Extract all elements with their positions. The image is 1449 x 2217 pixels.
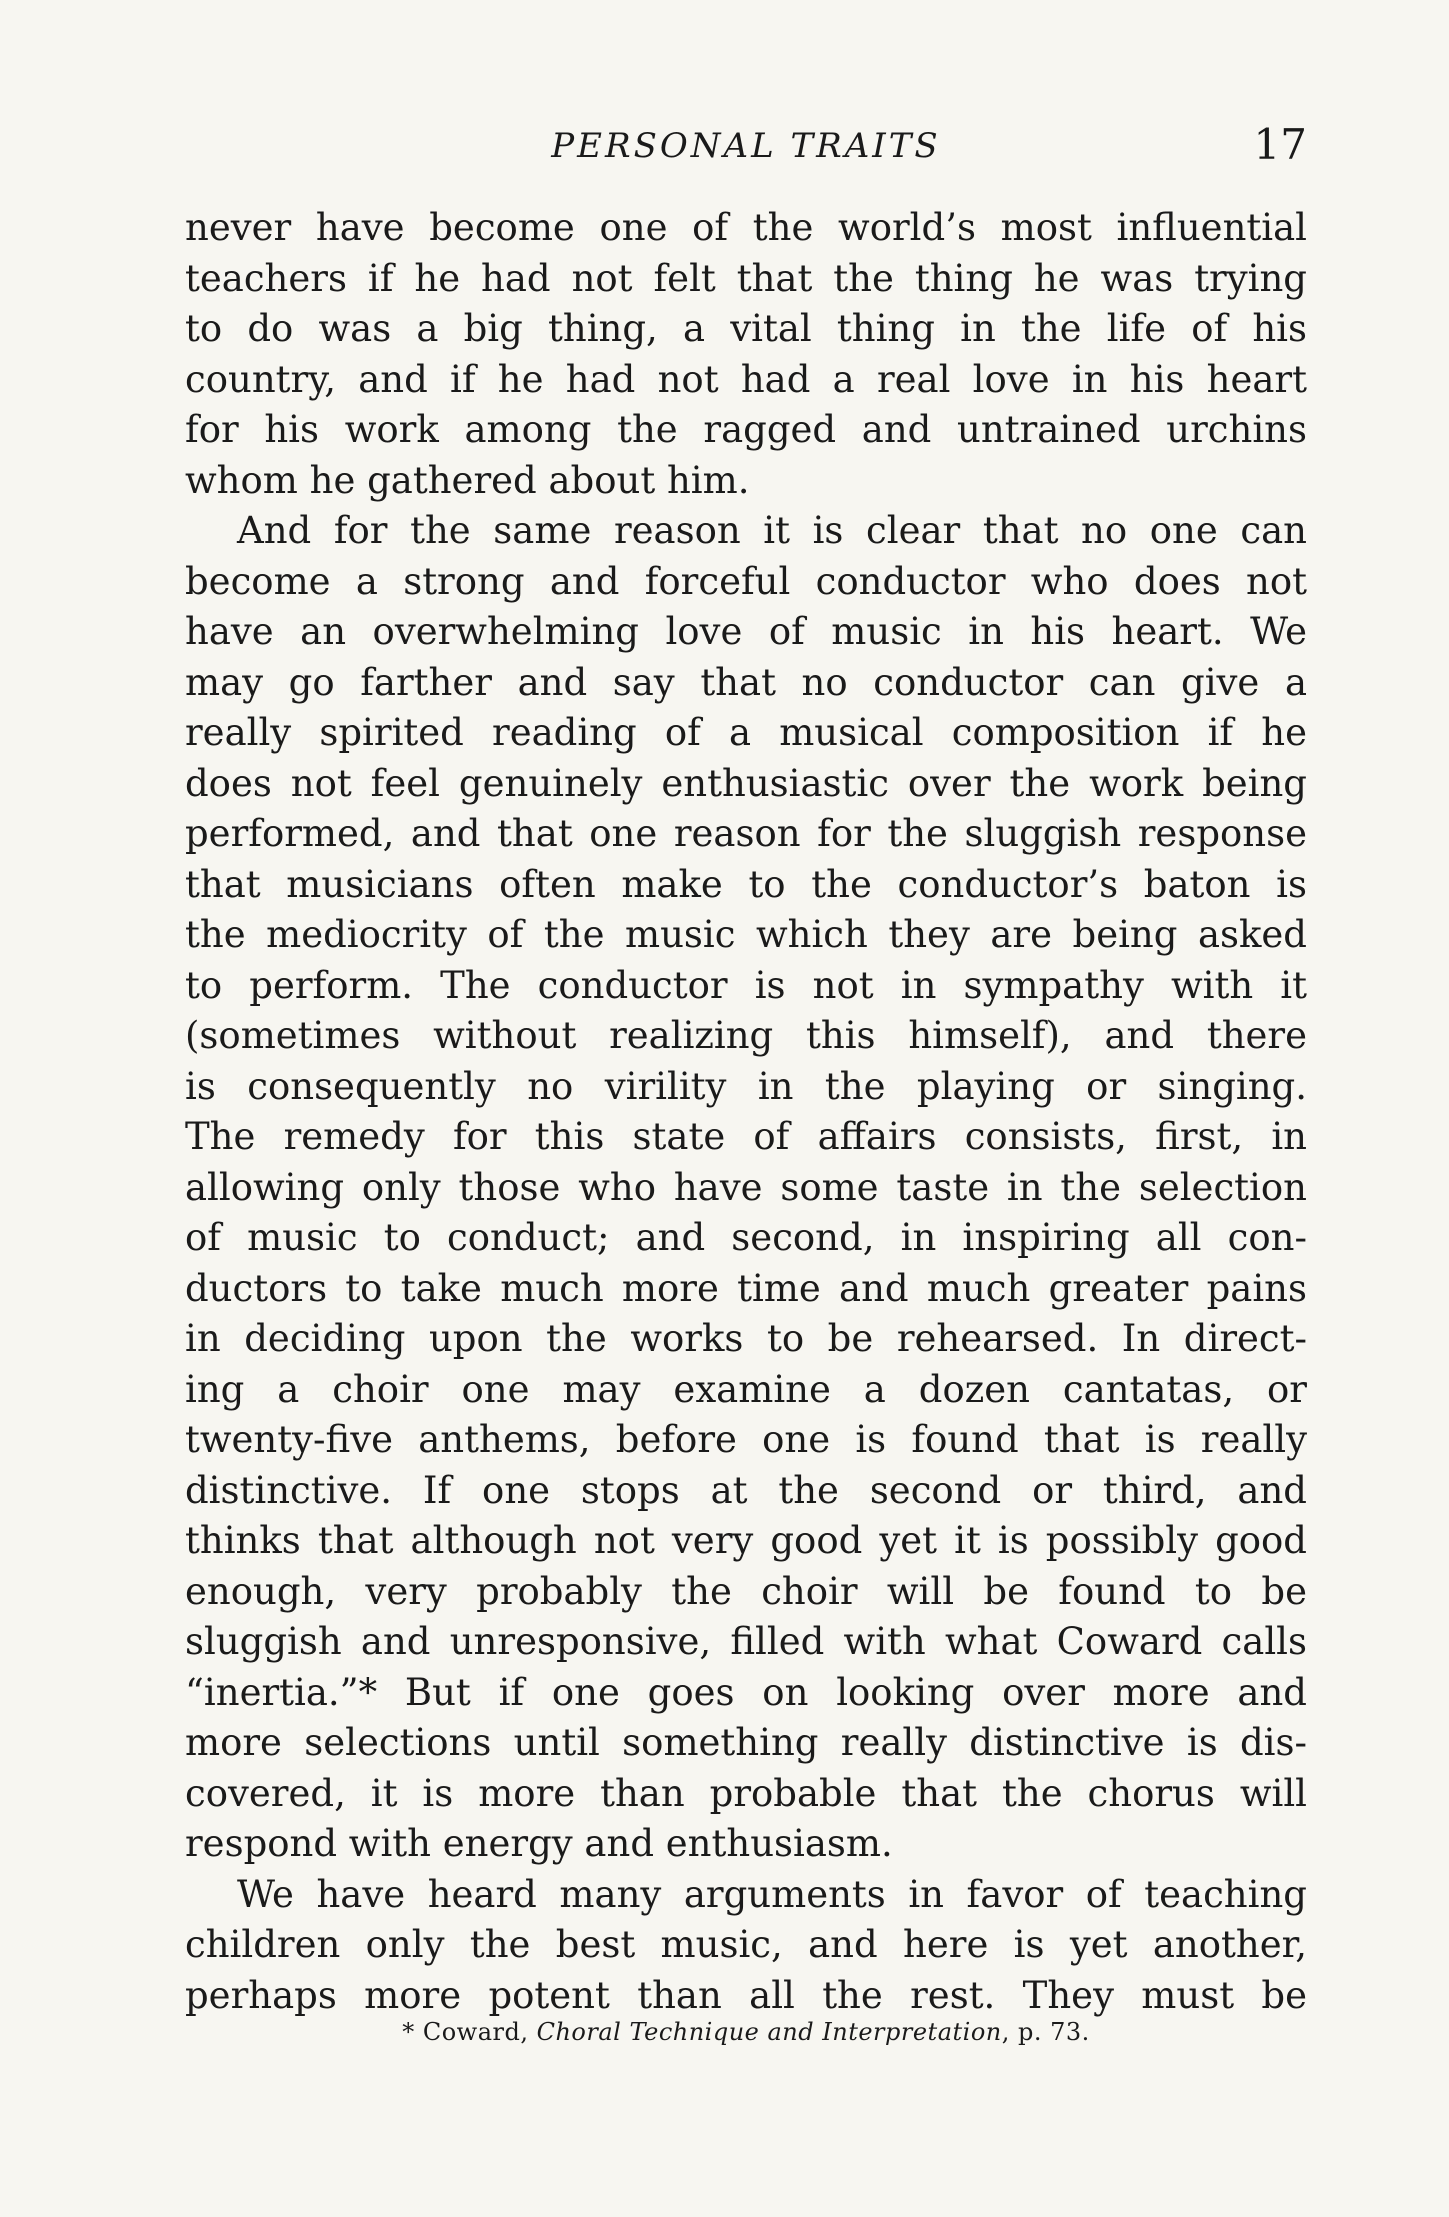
text-line: whom he gathered about him. bbox=[185, 458, 750, 502]
text-line: ing a choir one may examine a dozen cantatas, or bbox=[185, 1367, 1307, 1411]
text-line: respond with energy and enthusiasm. bbox=[185, 1822, 893, 1865]
text-line: perhaps more potent than all the rest. They must be bbox=[185, 1973, 1307, 2017]
text-line: more selections until something really distinctive is dis- bbox=[185, 1721, 1307, 1764]
body-text bbox=[185, 203, 1307, 2021]
text-line: twenty-five anthems, before one is found that is really bbox=[185, 1418, 1307, 1461]
text-line: may go farther and say that no conductor can give a bbox=[185, 660, 1307, 704]
text-line: never have become one of the world’s most influential bbox=[185, 206, 1307, 249]
footnote bbox=[185, 2018, 1307, 2046]
running-head bbox=[185, 120, 1307, 180]
text-line: thinks that although not very good yet it is possibly good bbox=[185, 1519, 1307, 1562]
text-line: covered, it is more than probable that the chorus will bbox=[185, 1771, 1307, 1815]
text-line: the mediocrity of the music which they are being asked bbox=[185, 913, 1307, 956]
page-number: 17 bbox=[1253, 120, 1307, 169]
footnote-suffix: , p. 73. bbox=[1001, 2018, 1090, 2046]
text-line: of music to conduct; and second, in inspiring all con- bbox=[185, 1216, 1307, 1259]
text-line: that musicians often make to the conductor’s baton is bbox=[185, 862, 1307, 906]
text-line: does not feel genuinely enthusiastic over the work being bbox=[185, 761, 1307, 805]
text-line: And for the same reason it is clear that no one can bbox=[237, 509, 1307, 552]
text-line: ductors to take much more time and much greater pains bbox=[185, 1266, 1307, 1310]
text-line: (sometimes without realizing this himself), and there bbox=[185, 1014, 1307, 1057]
footnote-prefix: * Coward, bbox=[402, 2018, 537, 2046]
text-line: enough, very probably the choir will be found to be bbox=[185, 1569, 1307, 1613]
text-line: allowing only those who have some taste in the selection bbox=[185, 1165, 1307, 1209]
text-line: We have heard many arguments in favor of teaching bbox=[237, 1872, 1307, 1916]
text-line: for his work among the ragged and untrained urchins bbox=[185, 408, 1307, 451]
text-line: in deciding upon the works to be rehearsed. In direct- bbox=[185, 1317, 1307, 1360]
text-line: is consequently no virility in the playing or singing. bbox=[185, 1064, 1307, 1108]
text-line: “inertia.”* But if one goes on looking over more and bbox=[185, 1670, 1307, 1714]
text-line: performed, and that one reason for the sluggish response bbox=[185, 812, 1307, 855]
text-line: The remedy for this state of affairs consists, first, in bbox=[185, 1115, 1307, 1158]
running-title: PERSONAL TRAITS bbox=[551, 126, 941, 166]
text-line: distinctive. If one stops at the second or third, and bbox=[185, 1468, 1307, 1512]
text-line: to perform. The conductor is not in sympathy with it bbox=[185, 963, 1307, 1007]
footnote-title: Choral Technique and Interpretation bbox=[536, 2018, 1002, 2046]
text-line: country, and if he had not had a real love in his heart bbox=[185, 357, 1307, 401]
text-line: teachers if he had not felt that the thing he was trying bbox=[185, 256, 1307, 300]
text-line: become a strong and forceful conductor who does not bbox=[185, 559, 1307, 603]
text-line: sluggish and unresponsive, filled with what Coward calls bbox=[185, 1620, 1307, 1663]
text-line: have an overwhelming love of music in his heart. We bbox=[185, 610, 1307, 653]
text-line: children only the best music, and here is yet another, bbox=[185, 1923, 1307, 1966]
text-line: really spirited reading of a musical composition if he bbox=[185, 711, 1307, 754]
text-line: to do was a big thing, a vital thing in the life of his bbox=[185, 307, 1307, 350]
